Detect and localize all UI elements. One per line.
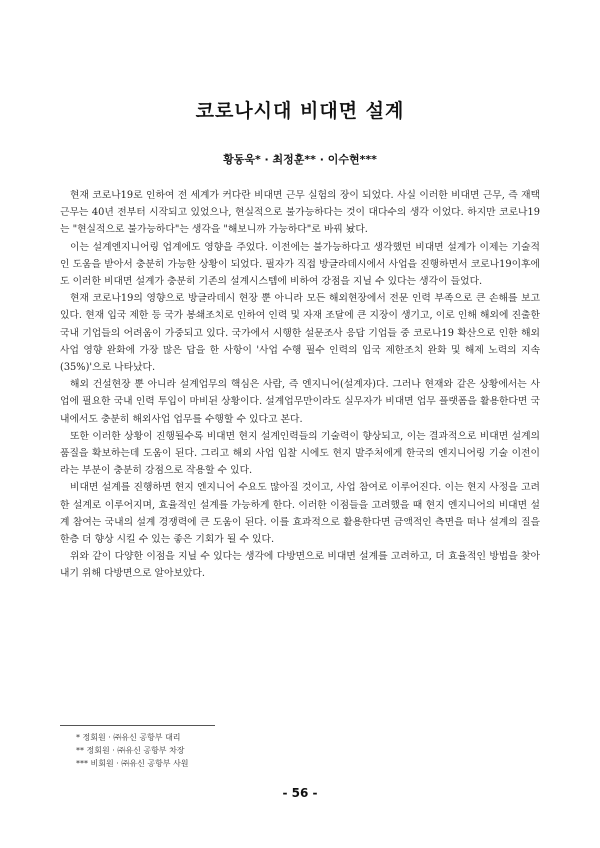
- author-line: 황동욱* · 최정훈** · 이수현***: [223, 153, 377, 166]
- footnote-1: * 정회원 · ㈜유신 공항부 대리: [76, 733, 181, 742]
- body-paragraph-6: 비대면 설계를 진행하면 현지 엔지니어 수요도 많아질 것이고, 사업 참여로 이루어진다. 이는 현지 사정을 고려한 설계로 이루어지며, 효율적인 설계를 가능하게 한다. 이러한 이점들을 고려했을 때 현지 엔지니어의 비대면 설계 참여는 국내의 설계 경쟁력에 큰 도움이 된다. 이를 효과적으로 활용한다면 금액적인 측면을 떠나 설계의 질을 한층 더 향상 시킬 수 있는 좋은 기회가 될 수 있다.: [60, 482, 540, 546]
- page-number: - 56 -: [282, 786, 318, 800]
- body-paragraph-1: 현재 코로나19로 인하여 전 세계가 커다란 비대면 근무 실험의 장이 되었다. 사실 이러한 비대면 근무, 즉 재택근무는 40년 전부터 시작되고 있었으나, 현실적으로 불가능하다는 것이 대다수의 생각 이었다. 하지만 코로나19는 "현실적으로 불가능하다"는 생각을 "해보니까 가능하다"로 바꿔 놨다.: [60, 190, 540, 236]
- footnote-divider: [60, 725, 215, 726]
- article-title: 코로나시대 비대면 설계: [195, 100, 405, 122]
- footnote-2: ** 정회원 · ㈜유신 공항부 차장: [76, 746, 185, 755]
- body-paragraph-5: 또한 이러한 상황이 진행될수록 비대면 현지 설계인력들의 기술력이 향상되고, 이는 결과적으로 비대면 설계의 품질을 확보하는데 도움이 된다. 그리고 해외 사업 입찰 시에도 현지 발주처에게 한국의 엔지니어링 기술 이전이라는 부분이 충분히 강점으로 작용할 수 있다.: [60, 430, 540, 477]
- body-paragraph-3: 현재 코로나19의 영향으로 방글라데시 현장 뿐 아니라 모든 해외현장에서 전문 인력 부족으로 큰 손해를 보고 있다. 현재 입국 제한 등 국가 봉쇄조치로 인하여 인력 및 자재 조달에 큰 지장이 생기고, 이로 인해 해외에 진출한 국내 기업들의 어려움이 가중되고 있다. 국가에서 시행한 설문조사 응답 기업들 중 코로나19 확산으로 인한 해외사업 영향 완화에 가장 많은 답을 한 사항이 '사업 수행 필수 인력의 입국 제한조치 완화 및 해제 노력의 지속(35%)'으로 나타났다.: [60, 293, 540, 374]
- footnote-3: *** 비회원 · ㈜유신 공항부 사원: [76, 759, 189, 768]
- body-paragraph-4: 해외 건설현장 뿐 아니라 설계업무의 핵심은 사람, 즉 엔지니어(설계자)다. 그러나 현재와 같은 상황에서는 사업에 필요한 국내 인력 투입이 마비된 상황이다. 설계업무만이라도 실무자가 비대면 업무 플랫폼을 활용한다면 국내에서도 충분히 해외사업 업무를 수행할 수 있다고 본다.: [60, 379, 540, 425]
- article-body: [60, 187, 540, 583]
- body-paragraph-2: 이는 설계엔지니어링 업계에도 영향을 주었다. 이전에는 불가능하다고 생각했던 비대면 설계가 이제는 기술적인 도움을 받아서 충분히 가능한 상황이 되었다. 필자가 직접 방글라데시에서 사업을 진행하면서 코로나19이후에도 이러한 비대면 설계가 충분히 기존의 설계시스템에 비하여 강점을 지닐 수 있다는 생각이 들었다.: [60, 241, 540, 288]
- body-paragraph-7: 위와 같이 다양한 이점을 지닐 수 있다는 생각에 다방면으로 비대면 설계를 고려하고, 더 효율적인 방법을 찾아내기 위해 다방면으로 알아보았다.: [60, 551, 540, 580]
- footnotes: [76, 731, 189, 770]
